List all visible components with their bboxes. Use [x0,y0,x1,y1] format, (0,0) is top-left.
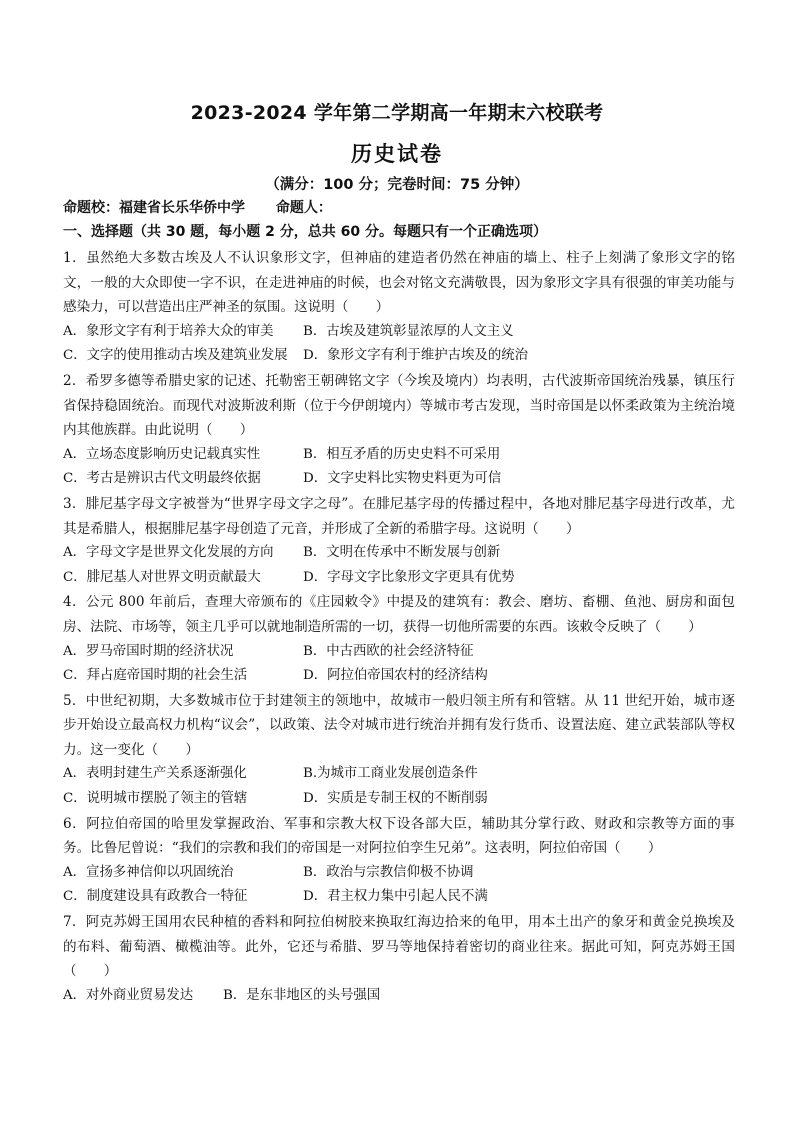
option-b: B．古埃及建筑彰显浓厚的人文主义 [303,323,514,339]
option-row [63,566,735,591]
option-c: C．拜占庭帝国时期的社会生活 [63,668,248,684]
question-stem: 5．中世纪初期，大多数城市位于封建领主的领地中，故城市一般归领主所有和管辖。从 11 世纪开始，城市逐步开始设立最高权力机构“议会”，以政策、法令对城市进行统治并拥有发行货币、设置法庭、建立武装部队等权力。这一变化（ ） [63,692,735,758]
option-row [63,467,735,492]
question-7 [63,910,735,1008]
option-d: D．君主权力集中引起人民不满 [303,889,488,905]
question-stem: 7．阿克苏姆王国用农民种植的香料和阿拉伯树胶来换取红海边拾来的龟甲，用本土出产的象牙和黄金兑换埃及的布料、葡萄酒、橄榄油等。此外，它还与希腊、罗马等地保持着密切的商业往来。据此可知，阿克苏姆王国（ ） [63,914,735,980]
setter-school: 命题校：福建省长乐华侨中学 [63,200,245,216]
question-stem: 3．腓尼基字母文字被誉为“世界字母文字之母”。在腓尼基字母的传播过程中，各地对腓尼基字母进行改革，尤其是希腊人，根据腓尼基字母创造了元音，并形成了全新的希腊字母。这说明（ ） [63,495,735,537]
option-a: A．罗马帝国时期的经济状况 [63,643,234,659]
option-row [63,320,735,345]
option-c: C．说明城市摆脱了领主的管辖 [63,791,248,807]
question-6 [63,812,735,910]
option-b: B．中古西欧的社会经济特征 [303,643,474,659]
exam-title: 2023-2024 学年第二学期高一年期末六校联考 [190,102,604,124]
question-stem: 6．阿拉伯帝国的哈里发掌握政治、军事和宗教大权下设各部大臣，辅助其分掌行政、财政和宗教等方面的事务。比鲁尼曾说：“我们的宗教和我们的帝国是一对阿拉伯孪生兄弟”。这表明，阿拉伯帝国（ ） [63,815,735,857]
option-a: A．象形文字有利于培养大众的审美 [63,323,274,339]
option-a: A．立场态度影响历史记载真实性 [63,446,261,462]
option-b: B．政治与宗教信仰极不协调 [303,864,474,880]
question-2 [63,369,735,492]
exam-meta [63,197,332,217]
option-row [63,885,735,910]
option-row [63,664,735,689]
question-stem: 4．公元 800 年前后，查理大帝颁布的《庄园敕令》中提及的建筑有：教会、磨坊、畜棚、鱼池、厨房和面包房、法院、市场等，领主几乎可以就地制造所需的一切，获得一切他所需要的东西。该敕令反映了（ ） [63,594,735,635]
option-row [63,541,735,566]
subject-title: 历史试卷 [351,142,443,166]
option-c: C．考古是辨识古代文明最终依据 [63,471,261,487]
option-b: B.为城市工商业发展创造条件 [303,766,478,782]
option-b: B．是东非地区的头号强国 [223,987,381,1003]
option-row [63,861,735,886]
option-d: D．阿拉伯帝国农村的经济结构 [303,668,488,684]
option-d: D．象形文字有利于维护古埃及的统治 [303,348,528,364]
setter-author: 命题人： [275,200,332,216]
option-row [63,640,735,665]
question-stem: 2．希罗多德等希腊史家的记述、托勒密王朝碑铭文字（今埃及境内）均表明，古代波斯帝国统治残暴，镇压行省保持稳固统治。而现代对波斯波利斯（位于今伊朗境内）等城市考古发现，当时帝国是以怀柔政策为主统治境内其他族群。由此说明（ ） [63,372,735,439]
option-a: A．宣扬多神信仰以巩固统治 [63,864,234,880]
option-d: D．字母文字比象形文字更具有优势 [303,569,515,585]
option-d: D．实质是专制王权的不断削弱 [303,791,488,807]
score-time-info: （满分：100 分；完卷时间：75 分钟） [265,177,529,193]
option-b: B．相互矛盾的历史史料不可采用 [303,446,501,462]
question-stem: 1．虽然绝大多数古埃及人不认识象形文字，但神庙的建造者仍然在神庙的墙上、柱子上刻满了象形文字的铭文，一般的大众即使一字不识，在走进神庙的时候，也会对铭文充满敬畏，因为象形文字具有很强的审美功能与感染力，可以营造出庄严神圣的氛围。这说明（ ） [63,250,735,316]
question-1 [63,246,735,369]
option-d: D．文字史料比实物史料更为可信 [303,471,502,487]
option-a: A．字母文字是世界文化发展的方向 [63,545,274,561]
question-list [63,246,735,1008]
option-c: C．制度建设具有政教合一特征 [63,889,248,905]
question-3 [63,492,735,590]
option-row [63,787,735,812]
option-b: B．文明在传承中不断发展与创新 [303,545,501,561]
question-4 [63,590,735,688]
option-c: C．文字的使用推动古埃及建筑业发展 [63,348,288,364]
option-row [63,984,735,1009]
question-5 [63,689,735,812]
option-row [63,344,735,369]
option-a: A．表明封建生产关系逐渐强化 [63,766,247,782]
option-row [63,762,735,787]
option-a: A．对外商业贸易发达 [63,987,194,1003]
option-c: C．腓尼基人对世界文明贡献最大 [63,569,261,585]
option-row [63,443,735,468]
section-title: 一、选择题（共 30 题，每小题 2 分，总共 60 分。每题只有一个正确选项） [63,224,547,240]
